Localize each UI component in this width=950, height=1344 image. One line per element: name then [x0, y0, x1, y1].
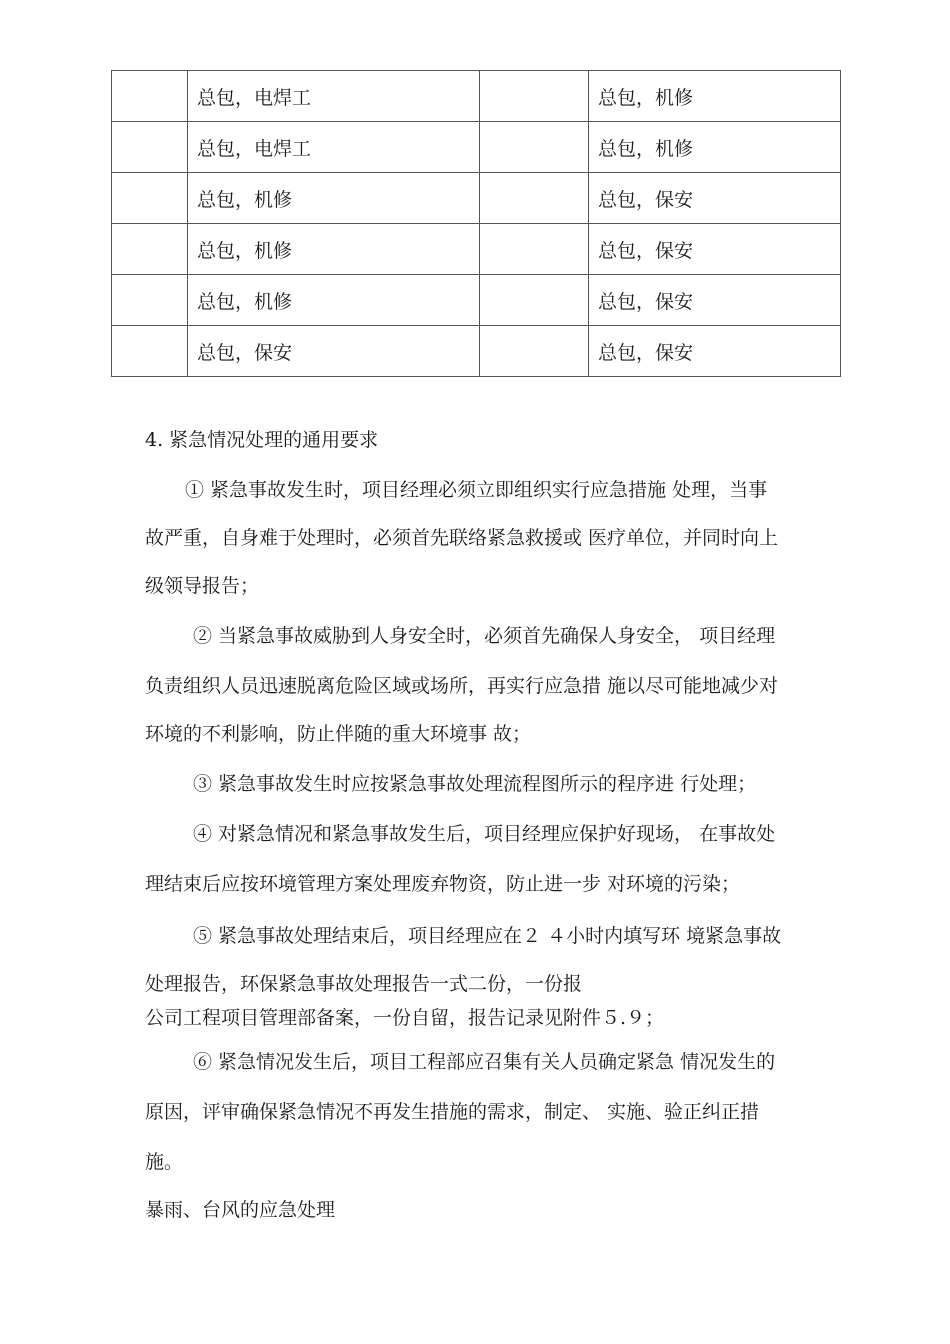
table-cell: 总包，保安 — [589, 275, 841, 326]
table-cell — [112, 173, 188, 224]
table-cell — [480, 173, 589, 224]
table-cell: 总包，机修 — [188, 173, 480, 224]
paragraph-line: 理结束后应按环境管理方案处理废弃物资，防止进一步 对环境的污染； — [145, 873, 741, 895]
table-cell: 总包，保安 — [188, 326, 480, 377]
table-cell — [480, 122, 589, 173]
paragraph-line: ③ 紧急事故发生时应按紧急事故处理流程图所示的程序进 行处理； — [193, 773, 757, 795]
paragraph-line: 处理报告，环保紧急事故处理报告一式二份，一份报 — [145, 973, 583, 995]
table-row — [112, 71, 841, 122]
table-cell — [480, 275, 589, 326]
paragraph-line: 负责组织人员迅速脱离危险区域或场所，再实行应急措 施以尽可能地减少对 — [145, 675, 779, 697]
table-row — [112, 122, 841, 173]
table-row — [112, 275, 841, 326]
paragraph-line: 环境的不利影响，防止伴随的重大环境事 故； — [145, 723, 532, 745]
paragraph-line: 原因，评审确保紧急情况不再发生措施的需求，制定、 实施、验正纠正措 — [145, 1101, 760, 1123]
paragraph-line: ① 紧急事故发生时，项目经理必须立即组织实行应急措施 处理，当事 — [185, 479, 768, 501]
section-heading: 4. 紧急情况处理的通用要求 — [145, 429, 379, 451]
table-cell — [480, 326, 589, 377]
table-cell: 总包，机修 — [589, 122, 841, 173]
table-cell: 总包，保安 — [589, 173, 841, 224]
table-cell — [112, 71, 188, 122]
table-cell: 总包，电焊工 — [188, 71, 480, 122]
table-cell: 总包，机修 — [188, 275, 480, 326]
subsection-heading: 暴雨、台风的应急处理 — [145, 1199, 336, 1221]
table-cell — [112, 122, 188, 173]
paragraph-line: ② 当紧急事故威胁到人身安全时，必须首先确保人身安全， 项目经理 — [193, 625, 776, 647]
paragraph-line: ⑤ 紧急事故处理结束后，项目经理应在２ ４小时内填写环 境紧急事故 — [193, 925, 782, 947]
table-cell: 总包，机修 — [188, 224, 480, 275]
table-cell: 总包，机修 — [589, 71, 841, 122]
paragraph-line: 公司工程项目管理部备案，一份自留，报告记录见附件５.９； — [145, 1007, 665, 1029]
table-cell — [112, 224, 188, 275]
table-cell — [480, 224, 589, 275]
table-cell — [480, 71, 589, 122]
table-cell — [112, 275, 188, 326]
paragraph-line: 施。 — [145, 1151, 184, 1173]
table-row — [112, 326, 841, 377]
paragraph-line: ④ 对紧急情况和紧急事故发生后，项目经理应保护好现场， 在事故处 — [193, 823, 776, 845]
personnel-table — [111, 70, 841, 377]
table-cell: 总包，保安 — [589, 326, 841, 377]
paragraph-line: 故严重，自身难于处理时，必须首先联络紧急救援或 医疗单位，并同时向上 — [145, 527, 779, 549]
table-row — [112, 224, 841, 275]
paragraph-line: ⑥ 紧急情况发生后，项目工程部应召集有关人员确定紧急 情况发生的 — [193, 1051, 776, 1073]
table-cell: 总包，电焊工 — [188, 122, 480, 173]
paragraph-line: 级领导报告； — [145, 575, 260, 597]
table-cell — [112, 326, 188, 377]
table-cell: 总包，保安 — [589, 224, 841, 275]
table-row — [112, 173, 841, 224]
